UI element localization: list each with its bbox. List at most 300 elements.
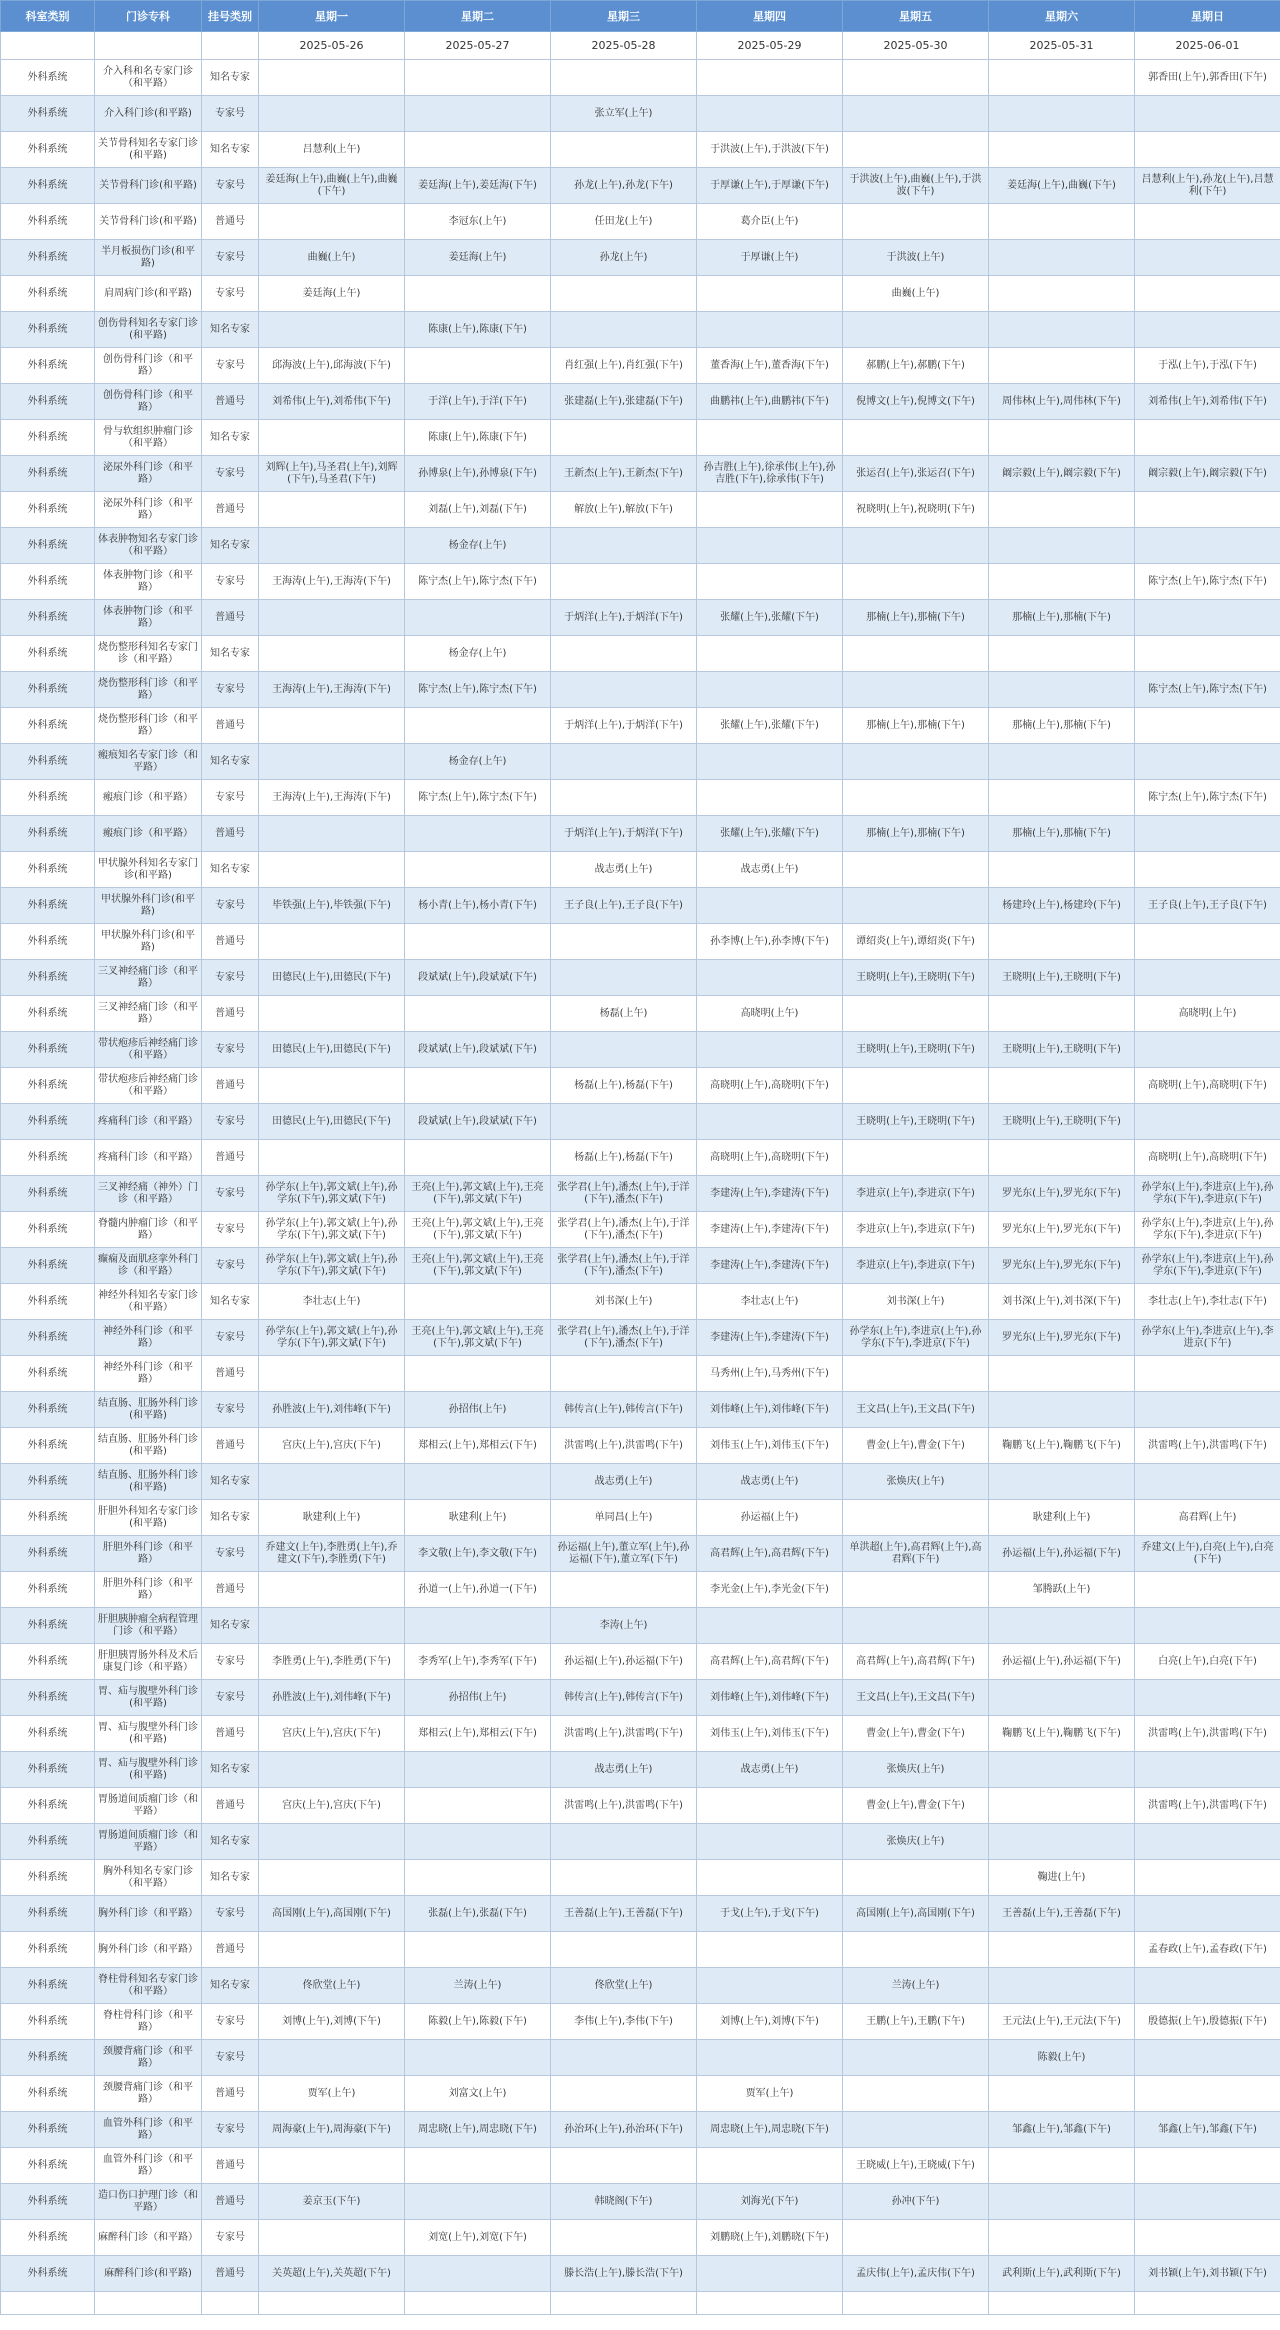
registration-type-cell: 普通号 — [202, 2184, 259, 2220]
registration-type-cell: 专家号 — [202, 1032, 259, 1068]
clinic-specialty-cell: 疼痛科门诊（和平路） — [95, 1104, 202, 1140]
thursday-schedule-cell: 李建涛(上午),李建涛(下午) — [697, 1248, 843, 1284]
monday-schedule-cell: 宫庆(上午),宫庆(下午) — [259, 1428, 405, 1464]
friday-schedule-cell — [843, 2076, 989, 2112]
friday-schedule-cell — [843, 672, 989, 708]
table-row — [1, 348, 1280, 384]
wednesday-schedule-cell — [551, 924, 697, 960]
table-row — [1, 1320, 1280, 1356]
wednesday-schedule-cell: 于炳洋(上午),于炳洋(下午) — [551, 708, 697, 744]
saturday-schedule-cell — [989, 2076, 1135, 2112]
department-category-cell: 外科系统 — [1, 1680, 95, 1716]
clinic-specialty-cell: 泌尿外科门诊（和平路） — [95, 492, 202, 528]
monday-schedule-cell: 王海涛(上午),王海涛(下午) — [259, 564, 405, 600]
wednesday-schedule-cell — [551, 2220, 697, 2256]
registration-type-cell: 普通号 — [202, 600, 259, 636]
tuesday-schedule-cell — [405, 1608, 551, 1644]
friday-schedule-cell — [843, 1860, 989, 1896]
wednesday-schedule-cell — [551, 2148, 697, 2184]
saturday-schedule-cell: 邹鑫(上午),邹鑫(下午) — [989, 2112, 1135, 2148]
clinic-specialty-cell: 甲状腺外科门诊(和平路) — [95, 924, 202, 960]
clinic-specialty-cell: 肝胆胰胃肠外科及术后康复门诊（和平路） — [95, 1644, 202, 1680]
tuesday-schedule-cell — [405, 996, 551, 1032]
date-sunday: 2025-06-01 — [1135, 32, 1280, 60]
thursday-schedule-cell — [697, 276, 843, 312]
department-category-cell: 外科系统 — [1, 384, 95, 420]
saturday-schedule-cell — [989, 420, 1135, 456]
registration-type-cell: 普通号 — [202, 924, 259, 960]
department-category-cell: 外科系统 — [1, 96, 95, 132]
wednesday-schedule-cell: 于炳洋(上午),于炳洋(下午) — [551, 600, 697, 636]
monday-schedule-cell: 贾军(上午) — [259, 2076, 405, 2112]
tuesday-schedule-cell: 孙道一(上午),孙道一(下午) — [405, 1572, 551, 1608]
saturday-schedule-cell — [989, 636, 1135, 672]
friday-schedule-cell — [843, 1572, 989, 1608]
saturday-schedule-cell — [989, 564, 1135, 600]
saturday-schedule-cell: 孙运福(上午),孙运福(下午) — [989, 1644, 1135, 1680]
monday-schedule-cell — [259, 2148, 405, 2184]
monday-schedule-cell — [259, 816, 405, 852]
saturday-schedule-cell: 陈毅(上午) — [989, 2040, 1135, 2076]
registration-type-cell: 普通号 — [202, 1788, 259, 1824]
sunday-schedule-cell: 白亮(上午),白亮(下午) — [1135, 1644, 1280, 1680]
registration-type-cell: 专家号 — [202, 1104, 259, 1140]
clinic-specialty-cell: 烧伤整形科门诊（和平路） — [95, 672, 202, 708]
department-category-cell: 外科系统 — [1, 1284, 95, 1320]
friday-schedule-cell — [843, 1068, 989, 1104]
registration-type-cell: 知名专家 — [202, 1752, 259, 1788]
friday-schedule-cell — [843, 780, 989, 816]
clinic-specialty-cell: 三叉神经痛门诊（和平路） — [95, 960, 202, 996]
registration-type-cell: 专家号 — [202, 1536, 259, 1572]
wednesday-schedule-cell — [551, 780, 697, 816]
tuesday-schedule-cell: 王亮(上午),郭文斌(上午),王亮(下午),郭文斌(下午) — [405, 1176, 551, 1212]
thursday-schedule-cell: 高晓明(上午),高晓明(下午) — [697, 1068, 843, 1104]
thursday-schedule-cell: 张耀(上午),张耀(下午) — [697, 816, 843, 852]
monday-schedule-cell — [259, 996, 405, 1032]
tuesday-schedule-cell — [405, 1932, 551, 1968]
empty-cell — [697, 2292, 843, 2315]
registration-type-cell: 普通号 — [202, 2256, 259, 2292]
tuesday-schedule-cell: 陈康(上午),陈康(下午) — [405, 420, 551, 456]
thursday-schedule-cell: 孙吉胜(上午),徐承伟(上午),孙吉胜(下午),徐承伟(下午) — [697, 456, 843, 492]
sunday-schedule-cell — [1135, 636, 1280, 672]
sunday-schedule-cell — [1135, 1104, 1280, 1140]
sunday-schedule-cell: 陈宁杰(上午),陈宁杰(下午) — [1135, 564, 1280, 600]
table-row — [1, 600, 1280, 636]
thursday-schedule-cell — [697, 564, 843, 600]
monday-schedule-cell: 刘希伟(上午),刘希伟(下午) — [259, 384, 405, 420]
registration-type-cell: 知名专家 — [202, 312, 259, 348]
clinic-specialty-cell: 癫痫及面肌痉挛外科门诊（和平路） — [95, 1248, 202, 1284]
sunday-schedule-cell: 高晓明(上午),高晓明(下午) — [1135, 1068, 1280, 1104]
saturday-schedule-cell: 罗光东(上午),罗光东(下午) — [989, 1176, 1135, 1212]
clinic-specialty-cell: 疼痛科门诊（和平路） — [95, 1140, 202, 1176]
wednesday-schedule-cell: 战志勇(上午) — [551, 1752, 697, 1788]
clinic-specialty-cell: 脊柱骨科门诊（和平路） — [95, 2004, 202, 2040]
thursday-schedule-cell: 李建涛(上午),李建涛(下午) — [697, 1212, 843, 1248]
monday-schedule-cell — [259, 492, 405, 528]
monday-schedule-cell — [259, 1140, 405, 1176]
sunday-schedule-cell: 高君辉(上午) — [1135, 1500, 1280, 1536]
thursday-schedule-cell: 李建涛(上午),李建涛(下午) — [697, 1176, 843, 1212]
tuesday-schedule-cell: 李文敬(上午),李文敬(下午) — [405, 1536, 551, 1572]
monday-schedule-cell — [259, 1572, 405, 1608]
friday-schedule-cell — [843, 312, 989, 348]
department-category-cell: 外科系统 — [1, 816, 95, 852]
wednesday-schedule-cell: 孙龙(上午),孙龙(下午) — [551, 168, 697, 204]
tuesday-schedule-cell: 刘富文(上午) — [405, 2076, 551, 2112]
tuesday-schedule-cell: 王亮(上午),郭文斌(上午),王亮(下午),郭文斌(下午) — [405, 1320, 551, 1356]
registration-type-cell: 专家号 — [202, 2220, 259, 2256]
tuesday-schedule-cell: 段斌斌(上午),段斌斌(下午) — [405, 1032, 551, 1068]
registration-type-cell: 专家号 — [202, 1680, 259, 1716]
empty-cell — [95, 2292, 202, 2315]
monday-schedule-cell — [259, 1068, 405, 1104]
registration-type-cell: 普通号 — [202, 816, 259, 852]
header-registration-type: 挂号类别 — [202, 1, 259, 32]
monday-schedule-cell: 姜京玉(下午) — [259, 2184, 405, 2220]
registration-type-cell: 普通号 — [202, 708, 259, 744]
saturday-schedule-cell: 鞠进(上午) — [989, 1860, 1135, 1896]
monday-schedule-cell: 曲巍(上午) — [259, 240, 405, 276]
friday-schedule-cell: 曹金(上午),曹金(下午) — [843, 1716, 989, 1752]
wednesday-schedule-cell: 张建磊(上午),张建磊(下午) — [551, 384, 697, 420]
table-row — [1, 1536, 1280, 1572]
sunday-schedule-cell — [1135, 492, 1280, 528]
clinic-specialty-cell: 瘢痕知名专家门诊（和平路） — [95, 744, 202, 780]
tuesday-schedule-cell: 郑相云(上午),郑相云(下午) — [405, 1428, 551, 1464]
friday-schedule-cell — [843, 1140, 989, 1176]
department-category-cell: 外科系统 — [1, 780, 95, 816]
tuesday-schedule-cell: 陈宁杰(上午),陈宁杰(下午) — [405, 564, 551, 600]
registration-type-cell: 专家号 — [202, 564, 259, 600]
table-row — [1, 1932, 1280, 1968]
table-row-empty — [1, 2292, 1280, 2315]
department-category-cell: 外科系统 — [1, 2148, 95, 2184]
thursday-schedule-cell: 于戈(上午),于戈(下午) — [697, 1896, 843, 1932]
wednesday-schedule-cell: 肖红强(上午),肖红强(下午) — [551, 348, 697, 384]
empty-cell — [259, 2292, 405, 2315]
department-category-cell: 外科系统 — [1, 1392, 95, 1428]
friday-schedule-cell: 那楠(上午),那楠(下午) — [843, 708, 989, 744]
friday-schedule-cell — [843, 132, 989, 168]
department-category-cell: 外科系统 — [1, 852, 95, 888]
saturday-schedule-cell: 邹腾跃(上午) — [989, 1572, 1135, 1608]
tuesday-schedule-cell: 孙招伟(上午) — [405, 1392, 551, 1428]
department-category-cell: 外科系统 — [1, 708, 95, 744]
sunday-schedule-cell: 刘希伟(上午),刘希伟(下午) — [1135, 384, 1280, 420]
clinic-specialty-cell: 泌尿外科门诊（和平路） — [95, 456, 202, 492]
clinic-specialty-cell: 神经外科门诊（和平路） — [95, 1356, 202, 1392]
sunday-schedule-cell — [1135, 312, 1280, 348]
table-row — [1, 636, 1280, 672]
clinic-specialty-cell: 肝胆外科知名专家门诊(和平路) — [95, 1500, 202, 1536]
clinic-specialty-cell: 结直肠、肛肠外科门诊(和平路) — [95, 1428, 202, 1464]
saturday-schedule-cell: 罗光东(上午),罗光东(下午) — [989, 1320, 1135, 1356]
table-row — [1, 312, 1280, 348]
department-category-cell: 外科系统 — [1, 456, 95, 492]
table-row — [1, 492, 1280, 528]
monday-schedule-cell: 李胜勇(上午),李胜勇(下午) — [259, 1644, 405, 1680]
registration-type-cell: 知名专家 — [202, 420, 259, 456]
friday-schedule-cell: 张焕庆(上午) — [843, 1824, 989, 1860]
friday-schedule-cell — [843, 852, 989, 888]
monday-schedule-cell: 周海豪(上午),周海豪(下午) — [259, 2112, 405, 2148]
thursday-schedule-cell: 周忠晓(上午),周忠晓(下午) — [697, 2112, 843, 2148]
wednesday-schedule-cell — [551, 1356, 697, 1392]
clinic-specialty-cell: 创伤骨科门诊（和平路） — [95, 384, 202, 420]
monday-schedule-cell — [259, 2040, 405, 2076]
thursday-schedule-cell: 刘博(上午),刘博(下午) — [697, 2004, 843, 2040]
sunday-schedule-cell — [1135, 816, 1280, 852]
wednesday-schedule-cell: 佟欣堂(上午) — [551, 1968, 697, 2004]
department-category-cell: 外科系统 — [1, 1932, 95, 1968]
header-friday: 星期五 — [843, 1, 989, 32]
sunday-schedule-cell: 于泓(上午),于泓(下午) — [1135, 348, 1280, 384]
thursday-schedule-cell: 战志勇(上午) — [697, 1464, 843, 1500]
clinic-specialty-cell: 甲状腺外科门诊(和平路) — [95, 888, 202, 924]
friday-schedule-cell: 孙冲(下午) — [843, 2184, 989, 2220]
sunday-schedule-cell — [1135, 96, 1280, 132]
tuesday-schedule-cell — [405, 60, 551, 96]
sunday-schedule-cell: 刘书颖(上午),刘书颖(下午) — [1135, 2256, 1280, 2292]
monday-schedule-cell: 孙胜波(上午),刘伟峰(下午) — [259, 1392, 405, 1428]
department-category-cell: 外科系统 — [1, 1356, 95, 1392]
sunday-schedule-cell — [1135, 1356, 1280, 1392]
monday-schedule-cell: 李壮志(上午) — [259, 1284, 405, 1320]
clinic-specialty-cell: 带状疱疹后神经痛门诊（和平路） — [95, 1032, 202, 1068]
table-row — [1, 60, 1280, 96]
saturday-schedule-cell: 那楠(上午),那楠(下午) — [989, 708, 1135, 744]
thursday-schedule-cell: 葛介臣(上午) — [697, 204, 843, 240]
clinic-specialty-cell: 胸外科门诊（和平路） — [95, 1896, 202, 1932]
wednesday-schedule-cell — [551, 744, 697, 780]
registration-type-cell: 专家号 — [202, 276, 259, 312]
monday-schedule-cell — [259, 600, 405, 636]
tuesday-schedule-cell — [405, 1464, 551, 1500]
registration-type-cell: 普通号 — [202, 996, 259, 1032]
wednesday-schedule-cell: 解放(上午),解放(下午) — [551, 492, 697, 528]
saturday-schedule-cell — [989, 780, 1135, 816]
header-wednesday: 星期三 — [551, 1, 697, 32]
friday-schedule-cell: 郝鹏(上午),郝鹏(下午) — [843, 348, 989, 384]
saturday-schedule-cell — [989, 1356, 1135, 1392]
friday-schedule-cell — [843, 744, 989, 780]
thursday-schedule-cell — [697, 1032, 843, 1068]
table-row — [1, 1284, 1280, 1320]
clinic-specialty-cell: 带状疱疹后神经痛门诊（和平路） — [95, 1068, 202, 1104]
sunday-schedule-cell — [1135, 708, 1280, 744]
monday-schedule-cell — [259, 96, 405, 132]
department-category-cell: 外科系统 — [1, 2256, 95, 2292]
tuesday-schedule-cell: 杨金存(上午) — [405, 744, 551, 780]
monday-schedule-cell: 田德民(上午),田德民(下午) — [259, 1032, 405, 1068]
date-wednesday: 2025-05-28 — [551, 32, 697, 60]
monday-schedule-cell — [259, 1356, 405, 1392]
wednesday-schedule-cell: 张学君(上午),潘杰(上午),于洋(下午),潘杰(下午) — [551, 1212, 697, 1248]
monday-schedule-cell — [259, 312, 405, 348]
department-category-cell: 外科系统 — [1, 2040, 95, 2076]
monday-schedule-cell: 孙学东(上午),郭文斌(上午),孙学东(下午),郭文斌(下午) — [259, 1248, 405, 1284]
registration-type-cell: 知名专家 — [202, 1860, 259, 1896]
wednesday-schedule-cell — [551, 672, 697, 708]
thursday-schedule-cell: 曲鹏祎(上午),曲鹏祎(下午) — [697, 384, 843, 420]
header-clinic-specialty: 门诊专科 — [95, 1, 202, 32]
table-row — [1, 1176, 1280, 1212]
monday-schedule-cell — [259, 924, 405, 960]
header-thursday: 星期四 — [697, 1, 843, 32]
table-row — [1, 456, 1280, 492]
friday-schedule-cell: 王晓明(上午),王晓明(下午) — [843, 1104, 989, 1140]
sunday-schedule-cell — [1135, 744, 1280, 780]
registration-type-cell: 普通号 — [202, 204, 259, 240]
saturday-schedule-cell — [989, 1932, 1135, 1968]
table-row — [1, 960, 1280, 996]
date-tuesday: 2025-05-27 — [405, 32, 551, 60]
clinic-specialty-cell: 关节骨科门诊(和平路) — [95, 168, 202, 204]
sunday-schedule-cell: 李壮志(上午),李壮志(下午) — [1135, 1284, 1280, 1320]
monday-schedule-cell — [259, 60, 405, 96]
thursday-schedule-cell: 高君辉(上午),高君辉(下午) — [697, 1536, 843, 1572]
friday-schedule-cell: 谭绍炎(上午),谭绍炎(下午) — [843, 924, 989, 960]
clinic-specialty-cell: 神经外科知名专家门诊（和平路） — [95, 1284, 202, 1320]
monday-schedule-cell — [259, 1824, 405, 1860]
tuesday-schedule-cell: 段斌斌(上午),段斌斌(下午) — [405, 1104, 551, 1140]
wednesday-schedule-cell — [551, 1104, 697, 1140]
tuesday-schedule-cell — [405, 708, 551, 744]
date-row — [1, 32, 1280, 60]
sunday-schedule-cell — [1135, 2040, 1280, 2076]
department-category-cell: 外科系统 — [1, 2220, 95, 2256]
header-saturday: 星期六 — [989, 1, 1135, 32]
thursday-schedule-cell — [697, 2040, 843, 2076]
thursday-schedule-cell: 董香海(上午),董香海(下午) — [697, 348, 843, 384]
clinic-specialty-cell: 肝胆外科门诊（和平路） — [95, 1572, 202, 1608]
registration-type-cell: 普通号 — [202, 1716, 259, 1752]
clinic-specialty-cell: 胸外科门诊（和平路） — [95, 1932, 202, 1968]
friday-schedule-cell — [843, 420, 989, 456]
monday-schedule-cell: 刘辉(上午),马圣君(上午),刘辉(下午),马圣君(下午) — [259, 456, 405, 492]
thursday-schedule-cell — [697, 60, 843, 96]
table-row — [1, 276, 1280, 312]
friday-schedule-cell: 单洪超(上午),高君辉(上午),高君辉(下午) — [843, 1536, 989, 1572]
clinic-specialty-cell: 甲状腺外科知名专家门诊(和平路) — [95, 852, 202, 888]
clinic-specialty-cell: 胸外科知名专家门诊（和平路） — [95, 1860, 202, 1896]
monday-schedule-cell: 孙学东(上午),郭文斌(上午),孙学东(下午),郭文斌(下午) — [259, 1320, 405, 1356]
sunday-schedule-cell — [1135, 852, 1280, 888]
registration-type-cell: 专家号 — [202, 2004, 259, 2040]
department-category-cell: 外科系统 — [1, 312, 95, 348]
wednesday-schedule-cell: 单同昌(上午) — [551, 1500, 697, 1536]
clinic-specialty-cell: 体表肿物门诊（和平路） — [95, 564, 202, 600]
clinic-specialty-cell: 造口伤口护理门诊（和平路） — [95, 2184, 202, 2220]
friday-schedule-cell: 张焕庆(上午) — [843, 1752, 989, 1788]
friday-schedule-cell — [843, 1608, 989, 1644]
tuesday-schedule-cell — [405, 96, 551, 132]
monday-schedule-cell: 王海涛(上午),王海涛(下午) — [259, 780, 405, 816]
wednesday-schedule-cell: 孙龙(上午) — [551, 240, 697, 276]
thursday-schedule-cell — [697, 888, 843, 924]
sunday-schedule-cell — [1135, 1824, 1280, 1860]
department-category-cell: 外科系统 — [1, 636, 95, 672]
department-category-cell: 外科系统 — [1, 1500, 95, 1536]
tuesday-schedule-cell — [405, 1356, 551, 1392]
friday-schedule-cell — [843, 2220, 989, 2256]
table-row — [1, 2076, 1280, 2112]
tuesday-schedule-cell — [405, 276, 551, 312]
table-row — [1, 1104, 1280, 1140]
registration-type-cell: 专家号 — [202, 2040, 259, 2076]
table-row — [1, 888, 1280, 924]
wednesday-schedule-cell: 韩晓阁(下午) — [551, 2184, 697, 2220]
friday-schedule-cell: 高君辉(上午),高君辉(下午) — [843, 1644, 989, 1680]
thursday-schedule-cell: 刘伟峰(上午),刘伟峰(下午) — [697, 1392, 843, 1428]
friday-schedule-cell: 张运召(上午),张运召(下午) — [843, 456, 989, 492]
thursday-schedule-cell — [697, 636, 843, 672]
saturday-schedule-cell: 那楠(上午),那楠(下午) — [989, 816, 1135, 852]
saturday-schedule-cell — [989, 1464, 1135, 1500]
clinic-specialty-cell: 胃、疝与腹壁外科门诊(和平路) — [95, 1752, 202, 1788]
wednesday-schedule-cell: 王子良(上午),王子良(下午) — [551, 888, 697, 924]
monday-schedule-cell: 宫庆(上午),宫庆(下午) — [259, 1716, 405, 1752]
registration-type-cell: 知名专家 — [202, 636, 259, 672]
wednesday-schedule-cell: 张立军(上午) — [551, 96, 697, 132]
friday-schedule-cell — [843, 60, 989, 96]
table-row — [1, 1644, 1280, 1680]
wednesday-schedule-cell: 战志勇(上午) — [551, 852, 697, 888]
table-row — [1, 672, 1280, 708]
registration-type-cell: 知名专家 — [202, 1608, 259, 1644]
friday-schedule-cell — [843, 1500, 989, 1536]
wednesday-schedule-cell: 张学君(上午),潘杰(上午),于洋(下午),潘杰(下午) — [551, 1176, 697, 1212]
registration-type-cell: 普通号 — [202, 2076, 259, 2112]
clinic-specialty-cell: 神经外科门诊（和平路） — [95, 1320, 202, 1356]
department-category-cell: 外科系统 — [1, 672, 95, 708]
sunday-schedule-cell — [1135, 960, 1280, 996]
registration-type-cell: 专家号 — [202, 1392, 259, 1428]
saturday-schedule-cell — [989, 1968, 1135, 2004]
thursday-schedule-cell: 刘伟峰(上午),刘伟峰(下午) — [697, 1680, 843, 1716]
saturday-schedule-cell — [989, 1608, 1135, 1644]
registration-type-cell: 专家号 — [202, 1176, 259, 1212]
registration-type-cell: 专家号 — [202, 240, 259, 276]
registration-type-cell: 知名专家 — [202, 1284, 259, 1320]
department-category-cell: 外科系统 — [1, 1896, 95, 1932]
thursday-schedule-cell: 于厚谦(上午) — [697, 240, 843, 276]
table-row — [1, 1356, 1280, 1392]
tuesday-schedule-cell — [405, 2040, 551, 2076]
thursday-schedule-cell — [697, 96, 843, 132]
monday-schedule-cell: 田德民(上午),田德民(下午) — [259, 1104, 405, 1140]
monday-schedule-cell: 毕铁强(上午),毕铁强(下午) — [259, 888, 405, 924]
friday-schedule-cell — [843, 2112, 989, 2148]
empty-cell — [1, 2292, 95, 2315]
thursday-schedule-cell — [697, 312, 843, 348]
department-category-cell: 外科系统 — [1, 2184, 95, 2220]
tuesday-schedule-cell — [405, 2148, 551, 2184]
thursday-schedule-cell — [697, 1788, 843, 1824]
table-row — [1, 1716, 1280, 1752]
registration-type-cell: 专家号 — [202, 456, 259, 492]
clinic-specialty-cell: 胃、疝与腹壁外科门诊(和平路) — [95, 1716, 202, 1752]
registration-type-cell: 普通号 — [202, 492, 259, 528]
sunday-schedule-cell — [1135, 924, 1280, 960]
sunday-schedule-cell — [1135, 1572, 1280, 1608]
saturday-schedule-cell: 罗光东(上午),罗光东(下午) — [989, 1248, 1135, 1284]
clinic-specialty-cell: 烧伤整形科知名专家门诊（和平路） — [95, 636, 202, 672]
thursday-schedule-cell: 于洪波(上午),于洪波(下午) — [697, 132, 843, 168]
